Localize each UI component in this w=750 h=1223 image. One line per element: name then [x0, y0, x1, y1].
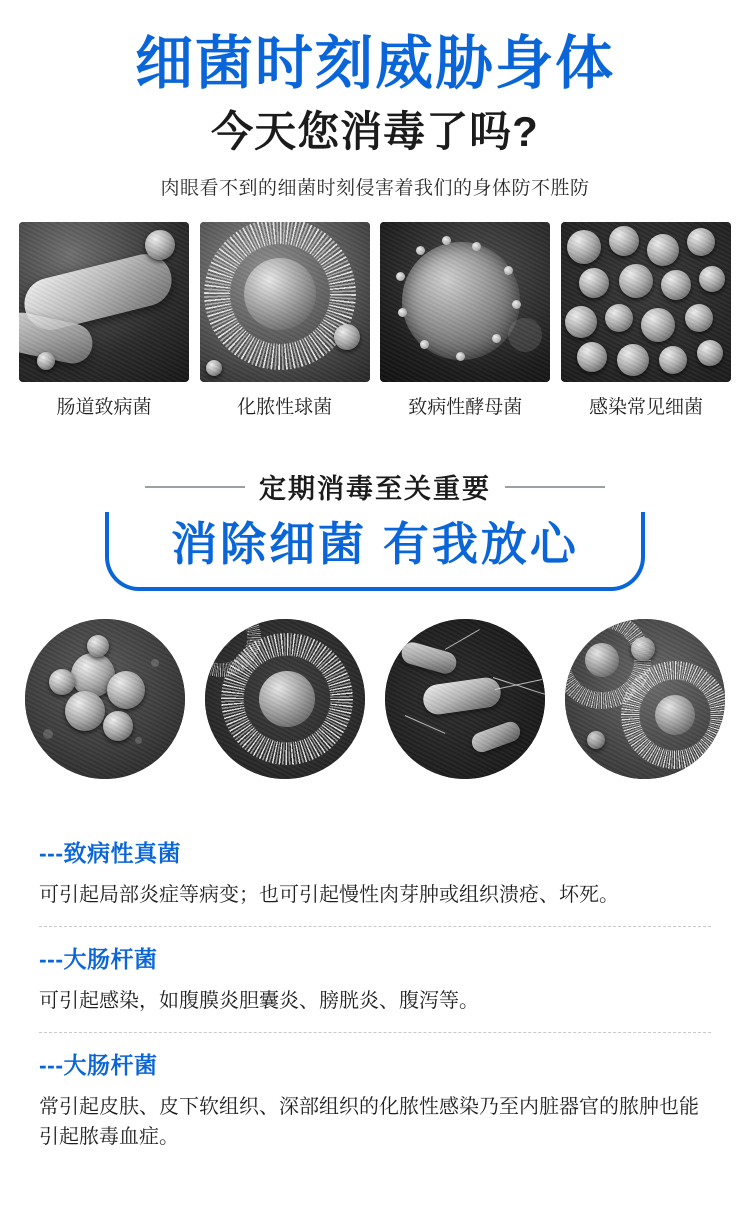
circle-gallery: [25, 619, 725, 779]
spiky-coccus-micrograph: [200, 222, 370, 382]
corona-virus-micrograph: [205, 619, 365, 779]
gallery-item: [200, 222, 370, 419]
gallery-item: [561, 222, 731, 419]
info-block: [39, 1033, 711, 1168]
info-block: [39, 821, 711, 927]
coccus-cluster-micrograph: [25, 619, 185, 779]
info-block-title: ---致病性真菌: [39, 839, 181, 866]
info-block-body: 可引起感染，如腹膜炎胆囊炎、膀胱炎、腹泻等。: [39, 989, 479, 1012]
info-block-list: [39, 821, 711, 1168]
eyebrow-row: [0, 467, 750, 506]
page-header: [0, 0, 750, 200]
page-description: 肉眼看不到的细菌时刻侵害着我们的身体防不胜防: [160, 178, 590, 200]
gallery-item: [19, 222, 189, 419]
info-block-title: ---大肠杆菌: [39, 1051, 158, 1078]
divider-left: [145, 486, 245, 488]
headline-bracket: [105, 512, 645, 591]
info-block-title: ---大肠杆菌: [39, 945, 158, 972]
bacteria-colony-micrograph: [561, 222, 731, 382]
page-subtitle: 今天您消毒了吗?: [211, 107, 539, 155]
gallery-item-caption: 感染常见细菌: [588, 397, 703, 419]
info-block-body: 可引起局部炎症等病变；也可引起慢性肉芽肿或组织溃疮、坏死。: [39, 883, 619, 906]
gallery-item-caption: 肠道致病菌: [56, 397, 152, 419]
flagellated-bacilli-micrograph: [385, 619, 545, 779]
yeast-sphere-micrograph: [380, 222, 550, 382]
info-block: [39, 927, 711, 1033]
gallery-item-caption: 致病性酵母菌: [408, 397, 523, 419]
section-two-eyebrow: 定期消毒至关重要: [259, 474, 491, 505]
info-block-body: 常引起皮肤、皮下软组织、深部组织的化脓性感染乃至内脏器官的脓肿也能引起脓毒血症。: [39, 1095, 699, 1148]
divider-right: [505, 486, 605, 488]
gallery-item: [380, 222, 550, 419]
top-gallery: [19, 222, 731, 419]
section-two-heading: [0, 467, 750, 593]
page-title: 细菌时刻威胁身体: [134, 31, 615, 96]
rod-bacteria-micrograph: [19, 222, 189, 382]
gallery-item-caption: 化脓性球菌: [237, 397, 333, 419]
section-two-headline: 消除细菌 有我放心: [171, 518, 579, 571]
spore-cluster-micrograph: [565, 619, 725, 779]
